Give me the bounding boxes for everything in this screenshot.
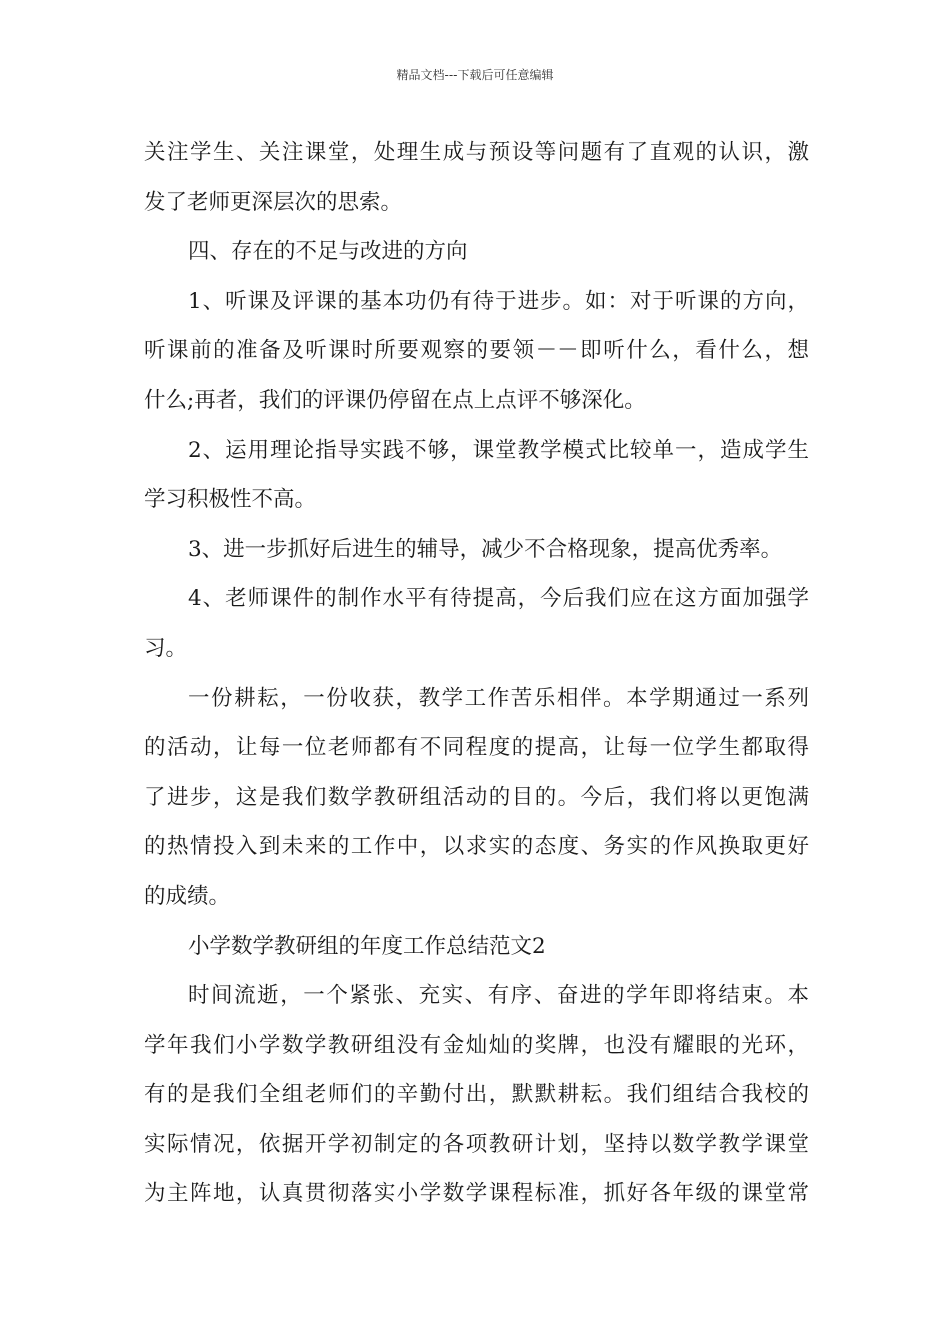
document-body xyxy=(144,128,809,1219)
text-line: 发了老师更深层次的思索。 xyxy=(144,189,403,215)
text-line: 什么;再者，我们的评课仍停留在点上点评不够深化。 xyxy=(144,387,646,413)
text-line: 有的是我们全组老师们的辛勤付出，默默耕耘。我们组结合我校的 xyxy=(144,1082,809,1108)
text-line: 听课前的准备及听课时所要观察的要领－－即听什么，看什么，想 xyxy=(144,338,809,364)
section-heading: 四、存在的不足与改进的方向 xyxy=(188,239,468,265)
text-line: 了进步，这是我们数学教研组活动的目的。今后，我们将以更饱满 xyxy=(144,784,809,810)
text-line: 1、听课及评课的基本功仍有待于进步。如：对于听课的方向， xyxy=(188,288,809,314)
page-header: 精品文档---下载后可任意编辑 xyxy=(396,68,554,82)
text-line: 2、运用理论指导实践不够，课堂教学模式比较单一，造成学生 xyxy=(188,437,809,463)
text-line: 习。 xyxy=(144,635,188,661)
text-line: 的活动，让每一位老师都有不同程度的提高，让每一位学生都取得 xyxy=(144,735,809,761)
text-line: 实际情况，依据开学初制定的各项教研计划，坚持以数学教学课堂 xyxy=(144,1131,809,1157)
text-line: 的成绩。 xyxy=(144,883,231,909)
text-line: 一份耕耘，一份收获，教学工作苦乐相伴。本学期通过一系列 xyxy=(188,685,809,711)
text-line: 3、进一步抓好后进生的辅导，减少不合格现象，提高优秀率。 xyxy=(188,536,783,562)
text-line: 时间流逝，一个紧张、充实、有序、奋进的学年即将结束。本 xyxy=(188,983,809,1009)
section-title: 小学数学教研组的年度工作总结范文2 xyxy=(188,933,546,959)
text-line: 的热情投入到未来的工作中，以求实的态度、务实的作风换取更好 xyxy=(144,834,809,860)
text-line: 学习积极性不高。 xyxy=(144,487,317,513)
text-line: 关注学生、关注课堂，处理生成与预设等问题有了直观的认识，激 xyxy=(144,140,809,165)
text-line: 为主阵地，认真贯彻落实小学数学课程标准，抓好各年级的课堂常 xyxy=(144,1181,809,1207)
text-line: 4、老师课件的制作水平有待提高，今后我们应在这方面加强学 xyxy=(188,586,809,612)
text-line: 学年我们小学数学教研组没有金灿灿的奖牌，也没有耀眼的光环， xyxy=(144,1032,809,1058)
